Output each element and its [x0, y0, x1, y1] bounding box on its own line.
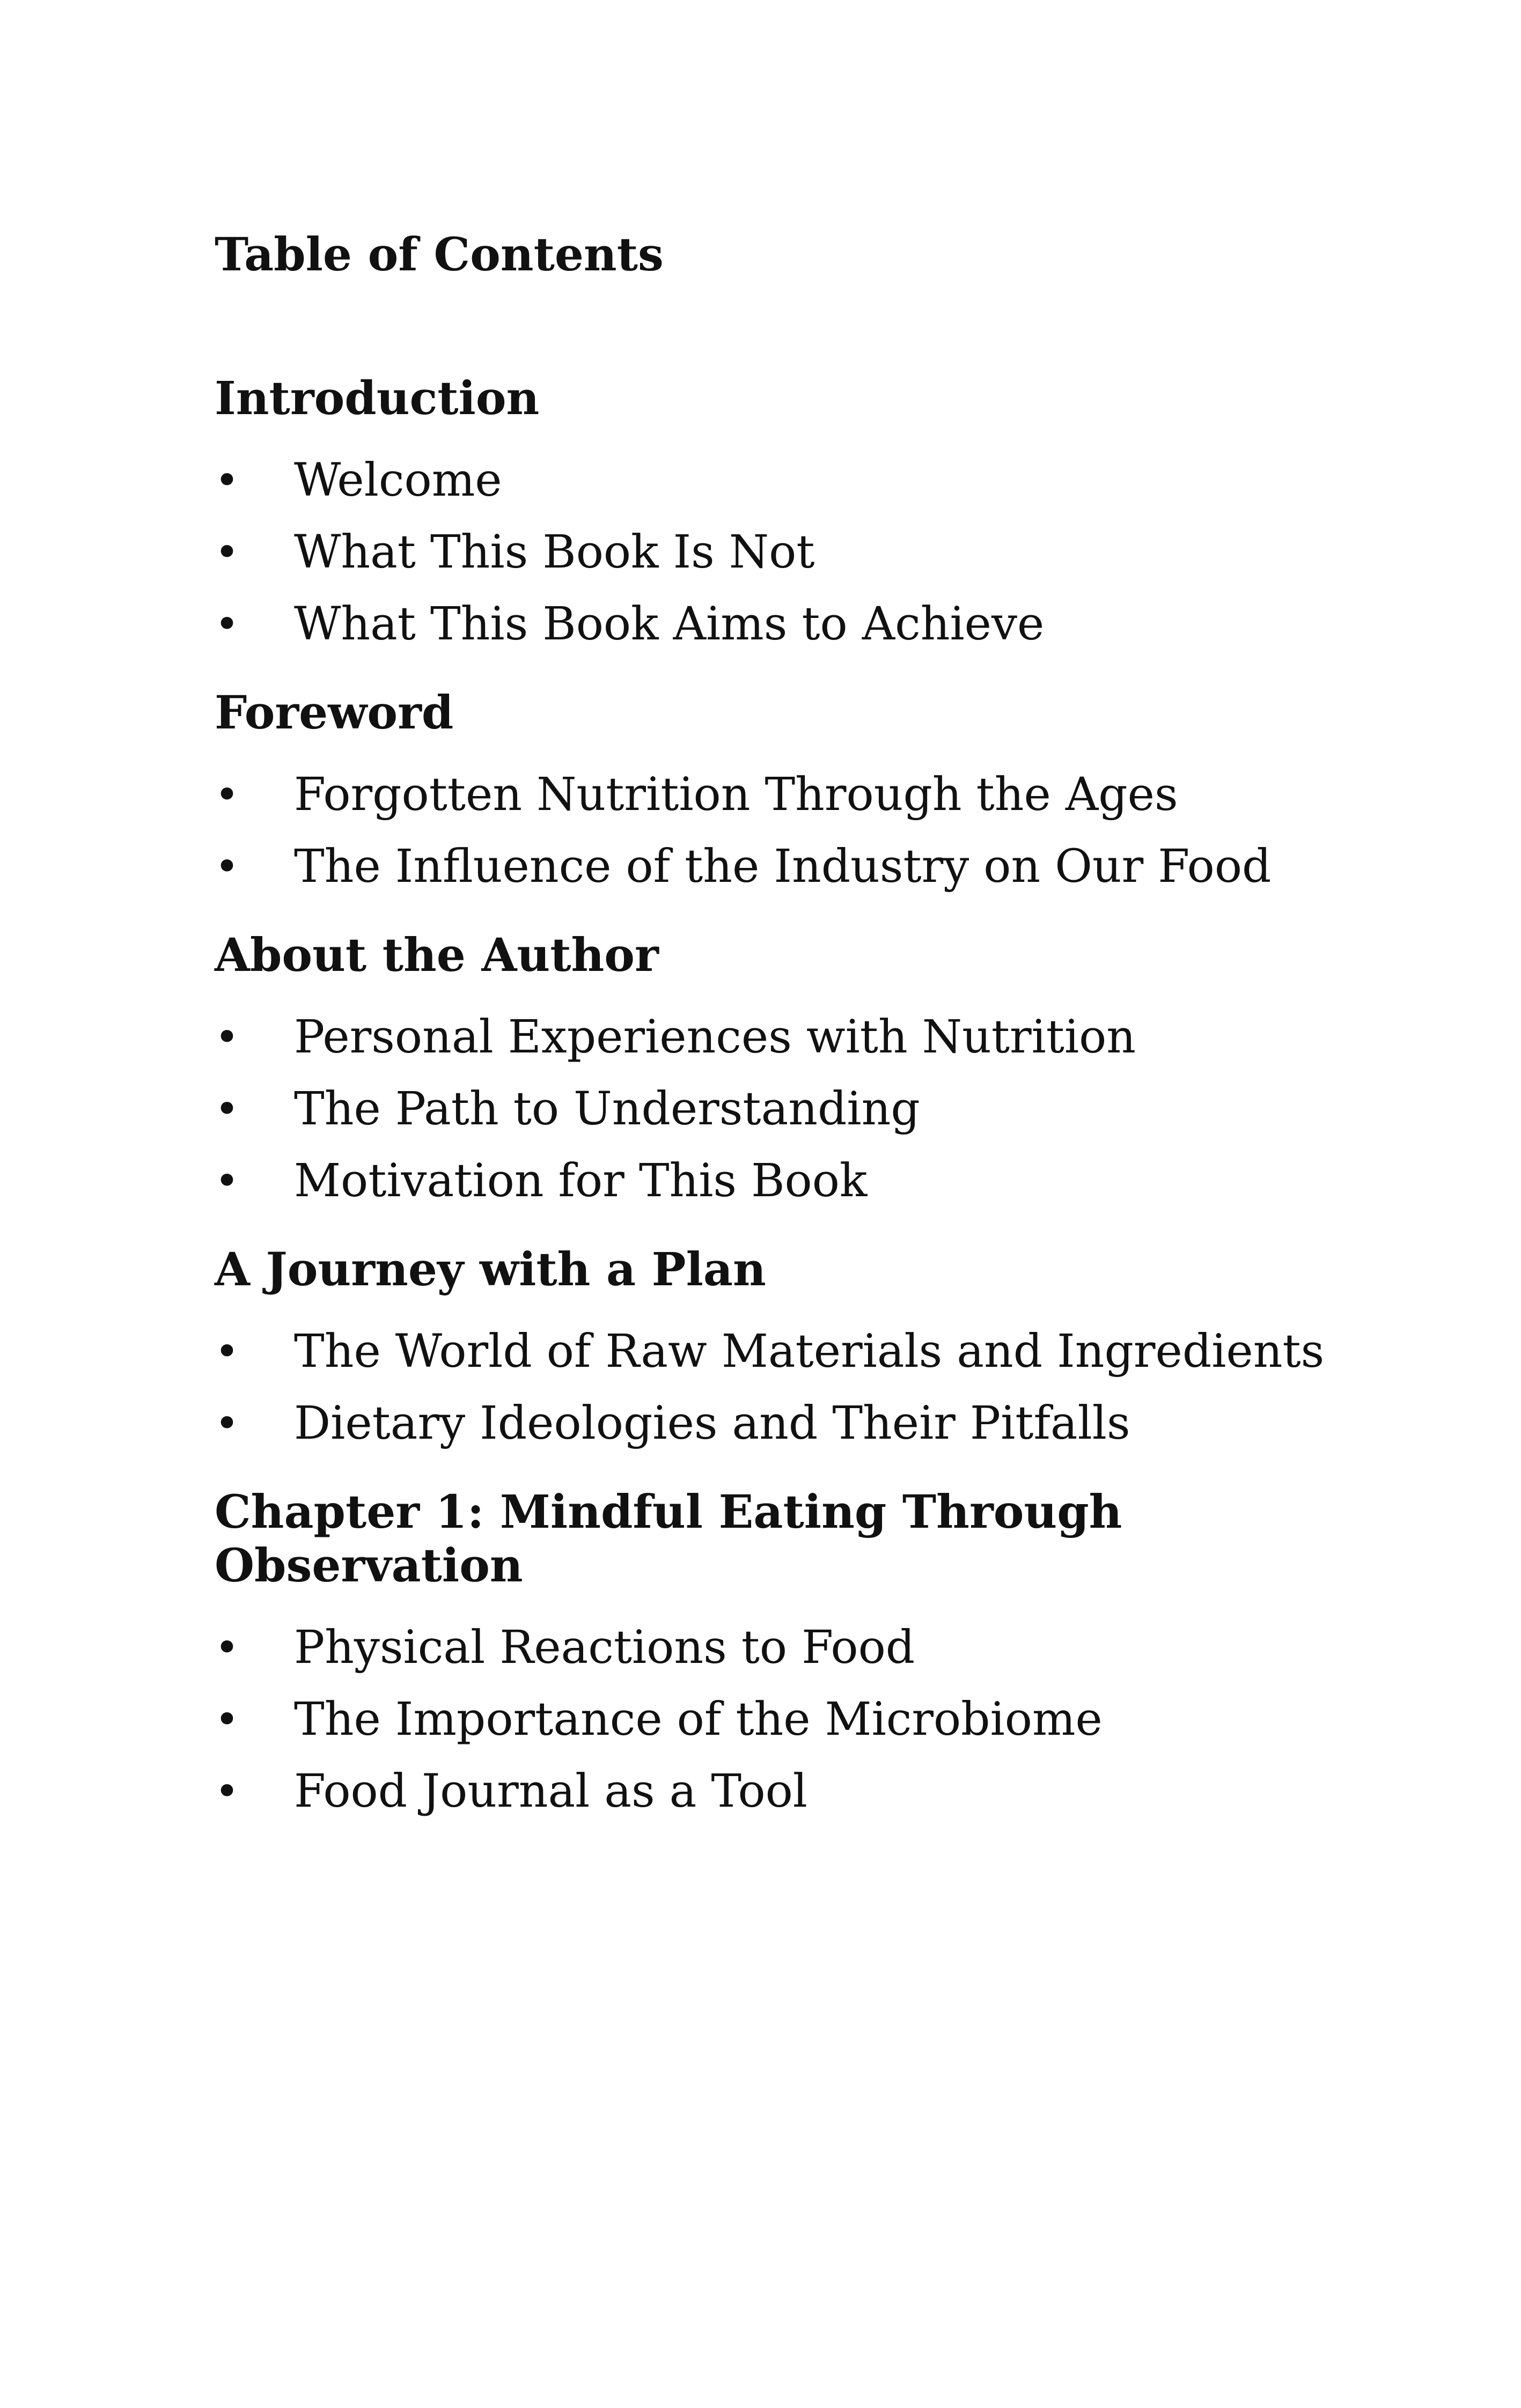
- toc-entry: [215, 1316, 1395, 1388]
- toc-title: Table of Contents: [215, 228, 664, 282]
- bullet-icon: •: [215, 600, 240, 649]
- section-heading: Chapter 1: Mindful Eating Through Observation: [215, 1485, 1122, 1593]
- toc-entry-label: The World of Raw Materials and Ingredients: [294, 1325, 1325, 1378]
- toc-entry-label: Dietary Ideologies and Their Pitfalls: [294, 1397, 1130, 1450]
- toc-entry-label: Physical Reactions to Food: [294, 1621, 915, 1674]
- toc-section-foreword: [215, 686, 1395, 903]
- toc-entry: [215, 1684, 1395, 1756]
- bullet-icon: •: [215, 1696, 240, 1744]
- bullet-icon: •: [215, 1157, 240, 1205]
- toc-entry: [215, 759, 1395, 831]
- toc-entry: [215, 1612, 1395, 1684]
- toc-entry-label: Forgotten Nutrition Through the Ages: [294, 768, 1178, 821]
- bullet-icon: •: [215, 843, 240, 891]
- bullet-icon: •: [215, 1624, 240, 1672]
- table-of-contents: [215, 228, 1395, 1853]
- toc-entry-label: The Path to Understanding: [294, 1083, 920, 1136]
- bullet-icon: •: [215, 528, 240, 577]
- bullet-icon: •: [215, 1328, 240, 1376]
- toc-entry-label: Motivation for This Book: [294, 1154, 868, 1207]
- toc-entry: [215, 1388, 1395, 1460]
- toc-entry-label: What This Book Aims to Achieve: [294, 598, 1045, 651]
- toc-section-a-journey-with-a-plan: [215, 1243, 1395, 1460]
- toc-entry: [215, 445, 1395, 517]
- toc-entry: [215, 1002, 1395, 1073]
- toc-entry: [215, 588, 1395, 660]
- toc-entry-label: Personal Experiences with Nutrition: [294, 1011, 1136, 1064]
- toc-entry-label: What This Book Is Not: [294, 526, 815, 579]
- toc-section-chapter-1: [215, 1485, 1395, 1828]
- toc-entry-label: Welcome: [294, 454, 502, 507]
- bullet-icon: •: [215, 1768, 240, 1816]
- toc-section-introduction: [215, 372, 1395, 660]
- toc-entry: [215, 831, 1395, 903]
- toc-entry-label: The Importance of the Microbiome: [294, 1693, 1103, 1746]
- section-heading: Foreword: [215, 686, 454, 740]
- toc-entry: [215, 1145, 1395, 1217]
- toc-entry-label: The Influence of the Industry on Our Food: [294, 840, 1272, 893]
- bullet-icon: •: [215, 771, 240, 819]
- toc-entry-label: Food Journal as a Tool: [294, 1765, 807, 1818]
- bullet-icon: •: [215, 1400, 240, 1448]
- section-heading: Introduction: [215, 372, 540, 425]
- toc-entry: [215, 1756, 1395, 1828]
- toc-section-about-the-author: [215, 929, 1395, 1217]
- toc-entry: [215, 517, 1395, 588]
- bullet-icon: •: [215, 1013, 240, 1062]
- section-heading: A Journey with a Plan: [215, 1243, 766, 1297]
- bullet-icon: •: [215, 1085, 240, 1133]
- toc-entry: [215, 1073, 1395, 1145]
- section-heading: About the Author: [215, 929, 659, 982]
- bullet-icon: •: [215, 456, 240, 505]
